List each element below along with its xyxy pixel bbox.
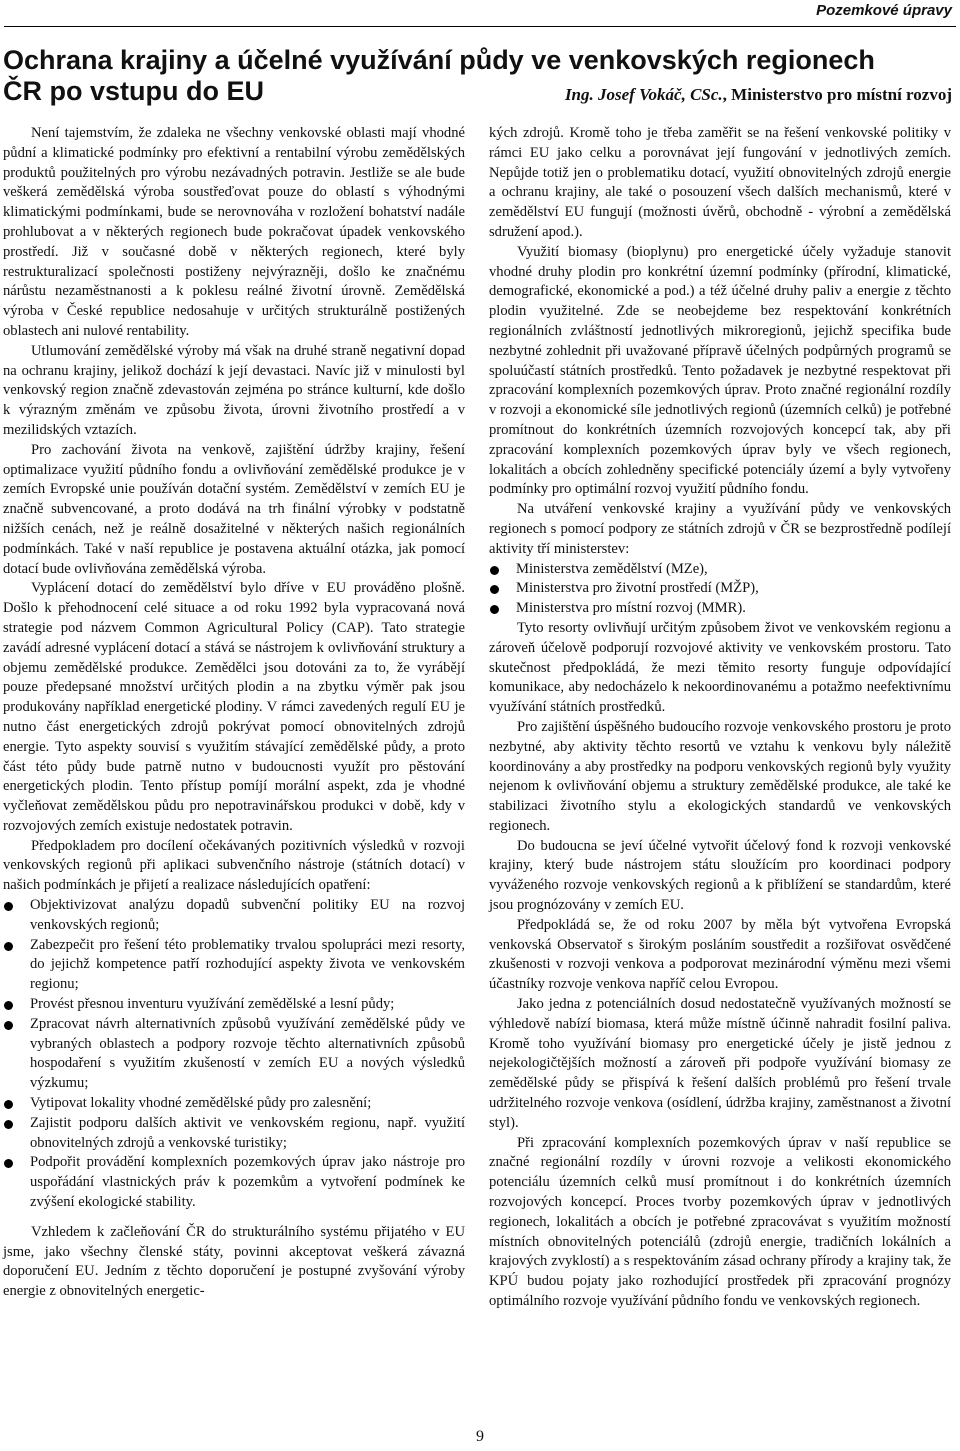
list-item-text: Zabezpečit pro řešení této problematiky trvalou spolupráci mezi resorty, do jejichž kompetence patří rozhodující aspekty života ve venkovském regionu;: [30, 936, 465, 993]
author-name: Ing. Josef Vokáč, CSc.: [564, 85, 723, 104]
list-item: [3, 1094, 465, 1114]
paragraph: Předpokládá se, že od roku 2007 by měla být vytvořena Evropská venkovská Observatoř s širokým posláním soustředit a rozšiřovat osvědčené zkušenosti v rozvoji venkova a podporovat mezinárodní výměnu mezi všemi účastníky rozvoje venkova napříč celou Evropou.: [489, 916, 951, 993]
list-item: [3, 896, 465, 936]
list-item-text: Ministerstva pro životní prostředí (MŽP),: [516, 580, 759, 597]
paragraph: Při zpracování komplexních pozemkových úprav v naší republice se značné regionální rozdíly v úrovni rozvoje a velikosti ekonomického potenciálu územních celků musí promítnout i do konkrétních územních rozvojových koncepcí. Proces tvorby pozemkových úprav v jednotlivých regionech, lokalitách a obcích je potřebné zpracovávat s využitím možností místních obnovitelných potenciálů (zdrojů energie, tradičních lokálních a krajových zvyklostí) a s respektováním zásad ochrany přírody a krajiny tak, že KPÚ budou pojaty jako rozhodující prostředek při zpracování prognózy optimálního rozvoje využívání půdního fondu ve venkovských regionech.: [489, 1134, 951, 1310]
paragraph: Do budoucna se jeví účelné vytvořit účelový fond k rozvoji venkovské krajiny, který bude nástrojem státu sloužícím pro koordinaci podpory vyváženého rozvoje venkovských regionů a k přiblížení se standardům, které jsou prognózovány v zemích EU.: [489, 837, 951, 914]
bullet-icon: [4, 1120, 13, 1129]
paragraph: Jako jedna z potenciálních dosud nedostatečně využívaných možností se výhledově nabízí biomasa, která může místně účinně nahradit fosilní paliva. Kromě toho využívání biomasy pro energetické účely je jistě jednou z nejekologičtějších možností a zároveň při podpoře využívání biomasy ze zemědělské půdy se přispívá k řešení dalších problémů pro řešení trvale udržitelného rozvoje venkova (osídlení, údržba krajiny, zaměstnanost a životní styl).: [489, 996, 951, 1131]
list-item-text: Podpořit provádění komplexních pozemkových úprav jako nástroje pro uspořádání vlastnických práv k pozemkům a vytvoření podmínek ke zvýšení ekologické stability.: [30, 1154, 465, 1211]
list-item: [489, 599, 951, 619]
right-column: [489, 124, 951, 1312]
paragraph: Vzhledem k začleňování ČR do strukturálního systému přijatého v EU jsme, jako všechny členské státy, povinni akceptovat veškerá závazná doporučení EU. Jedním z těchto doporučení je postupné zvyšování výroby energie z obnovitelných energetic-: [3, 1223, 465, 1300]
header-rule: [4, 26, 956, 27]
bullet-icon: [4, 942, 13, 951]
paragraph: Na utváření venkovské krajiny a využívání půdy ve venkovských regionech s pomocí podpory ze státních zdrojů v ČR se bezprostředně podílejí aktivity tří ministerstev:: [489, 501, 951, 557]
list-item: [3, 995, 465, 1015]
list-item: [3, 1015, 465, 1094]
list-item-text: Ministerstva zemědělství (MZe),: [516, 560, 708, 577]
byline: [565, 85, 952, 105]
article-title-line-2: ČR po vstupu do EU: [3, 76, 264, 106]
list-item-text: Zajistit podporu dalších aktivit ve venkovském regionu, např. využití obnovitelných zdrojů a venkovské turistiky;: [30, 1114, 465, 1151]
paragraph: Pro zajištění úspěšného budoucího rozvoje venkovského prostoru je proto nezbytné, aby aktivity těchto resortů ve vztahu k venkovu byly náležitě koordinovány a aby prostředky na podporu venkovských regionů byly využity nejenom k ovlivňování objemu a struktury zemědělské produkce, ale také ke stabilizaci životního stylu a ekologických standardů ve venkovských regionech.: [489, 718, 951, 834]
list-item: [489, 560, 951, 580]
bullet-icon: [490, 566, 499, 575]
list-item-text: Objektivizovat analýzu dopadů subvenční politiky EU na rozvoj venkovských regionů;: [30, 897, 465, 933]
paragraph: Využití biomasy (bioplynu) pro energetické účely vyžaduje stanovit vhodné druhy plodin pro konkrétní územní podmínky (přírodní, klimatické, demografické, ekonomické a pod.) a též účelné druhy paliv a energie z těchto plodin využitelné. Zde se neobejdeme bez respektování konkrétních regionálních zvláštností jednotlivých mikroregionů, jejichž specifika bude nezbytné zohlednit při uvažované přípravě účelných podpůrných programů se spoluúčastí státních prostředků. Tento požadavek je nezbytné respektovat při zpracování komplexních pozemkových úprav. Proto značné regionální rozdíly v rozvoji a ekonomické síle jednotlivých regionů (územních celků) je potřebné promítnout do konkrétních územních rozvojových koncepcí tak, aby při zpracování komplexních pozemkových úprav byly ve všech regionech, lokalitách a obcích zohledněny specifické potenciály území a byly vytvořeny podmínky pro optimální rozvoj využití půdního fondu.: [489, 243, 951, 498]
section-tag: Pozemkové úpravy: [816, 2, 952, 19]
list-item: [489, 579, 951, 599]
measures-list: [3, 896, 465, 1213]
list-item-text: Ministerstva pro místní rozvoj (MMR).: [516, 600, 746, 617]
ministries-list: [489, 560, 951, 619]
list-item: [3, 936, 465, 995]
paragraph: Není tajemstvím, že zdaleka ne všechny venkovské oblasti mají vhodné půdní a klimatické podmínky pro efektivní a rentabilní výrobu zemědělských produktů použitelných pro výrobu nezávadných potravin. Jestliže se ale bude veškerá zemědělská výroba soustřeďovat pouze do oblastí s výhodnými klimatickými podmínkami, bude se nerovnováha v rozložení bohatství nadále prohlubovat a v některých regionech bude pokračovat úpadek venkovského prostředí. Již v současné době v některých regionech, které byly restrukturalizací společnosti postiženy nejvýrazněji, došlo ke značnému nárůstu nezaměstnanosti a k poklesu reálné životní úrovně. Zemědělská výroba v České republice nedosahuje v určitých strukturálně postižených oblastech ani nulové rentability.: [3, 125, 465, 339]
paragraph: Utlumování zemědělské výroby má však na druhé straně negativní dopad na ochranu krajiny, jelikož dochází k její devastaci. Navíc již v minulosti byl venkovský region značně zdevastován zejména po stránce kulturní, kde došlo k výrazným změnám ve způsobu života, úrovni životního prostředí a v mezilidských vztazích.: [3, 342, 465, 438]
list-item: [3, 1153, 465, 1212]
bullet-icon: [4, 1159, 13, 1168]
paragraph: Pro zachování života na venkově, zajištění údržby krajiny, řešení optimalizace využití půdního fondu a ovlivňování zemědělské produkce je v zemích Evropské unie používán dotační systém. Zemědělství v zemích EU je značně subvencované, a proto dodává na trh finální výrobky v podstatně nižších cenách, než je reálně dosažitelné v některých našich regionálních podmínkách. Také v naší republice je postavena aktuální otázka, jak pomocí dotací bude ovlivňována zemědělská výroba.: [3, 441, 465, 577]
list-item-text: Provést přesnou inventuru využívání zemědělské a lesní půdy;: [30, 996, 395, 1013]
paragraph: kých zdrojů. Kromě toho je třeba zaměřit se na řešení venkovské politiky v rámci EU jako celku a porovnávat její fungování v jednotlivých zemích. Nepůjde totiž jen o problematiku dotací, využití obnovitelných zdrojů energie a ochranu krajiny, ale také o posouzení všech dalších mechanismů, které v zemědělství EU fungují (možnosti úvěrů, obchodně - výrobní a zemědělská sdružení apod.).: [489, 125, 951, 240]
bullet-icon: [490, 605, 499, 614]
list-item: [3, 1114, 465, 1154]
bullet-icon: [4, 902, 13, 911]
paragraph: Předpokladem pro docílení očekávaných pozitivních výsledků v rozvoji venkovských regionů při aplikaci subvenčního nástroje (státních dotací) v našich podmínkách je přijetí a realizace následujících opatření:: [3, 837, 465, 894]
left-column: [3, 124, 465, 1302]
paragraph: Vyplácení dotací do zemědělství bylo dříve v EU prováděno plošně. Došlo k přehodnocení celé situace a od roku 1992 byla vypracovaná nová strategie pod názvem Common Agricultural Policy (CAP). Tato strategie zavádí adresné vyplácení dotací a stává se nástrojem k ovlivňování struktury a objemu zemědělské produkce. Zemědělci jsou dotováni za to, že vyrábějí pouze předepsané množství určitých plodin a na zbytku výměr pak jsou produkovány například energetické plodiny. V rámci zavedených regulí EU je nutno část energetických zdrojů pokrývat pomocí obnovitelných zdrojů energie. Tyto aspekty souvisí s využitím stávající zemědělské půdy, a proto část této půdy bude patrně nutno v budoucnosti využít pro pěstování energetických plodin. Tento přístup pomíjí morální aspekt, zda je vhodné vyčleňovat zemědělskou půdu pro nepotravinářskou produkci v době, kdy v rozvojových zemích existuje nedostatek potravin.: [3, 580, 465, 834]
list-item-text: Vytipovat lokality vhodné zemědělské půdy pro zalesnění;: [30, 1095, 372, 1112]
bullet-icon: [4, 1001, 13, 1010]
bullet-icon: [490, 585, 499, 594]
bullet-icon: [4, 1021, 13, 1030]
bullet-icon: [4, 1100, 13, 1109]
article-title-line-1: Ochrana krajiny a účelné využívání půdy ve venkovských regionech: [3, 45, 875, 75]
list-item-text: Zpracovat návrh alternativních způsobů využívání zemědělské půdy ve vybraných oblastech a podpory rozvoje těchto alternativních způsobů hospodaření s využitím zkušeností v zemích EU a nových výsledků výzkumu;: [30, 1015, 465, 1092]
paragraph: Tyto resorty ovlivňují určitým způsobem život ve venkovském regionu a zároveň účelově podporují rozvojové aktivity ve venkovském prostoru. Tato skutečnost předpokládá, že mezi těmito resorty funguje odpovídající komunikace, aby nedocházelo k nekoordinovanému a potažmo neefektivnímu využívání státních prostředků.: [489, 619, 951, 716]
page-number: 9: [476, 1428, 484, 1445]
author-affiliation: , Ministerstvo pro místní rozvoj: [722, 85, 952, 104]
